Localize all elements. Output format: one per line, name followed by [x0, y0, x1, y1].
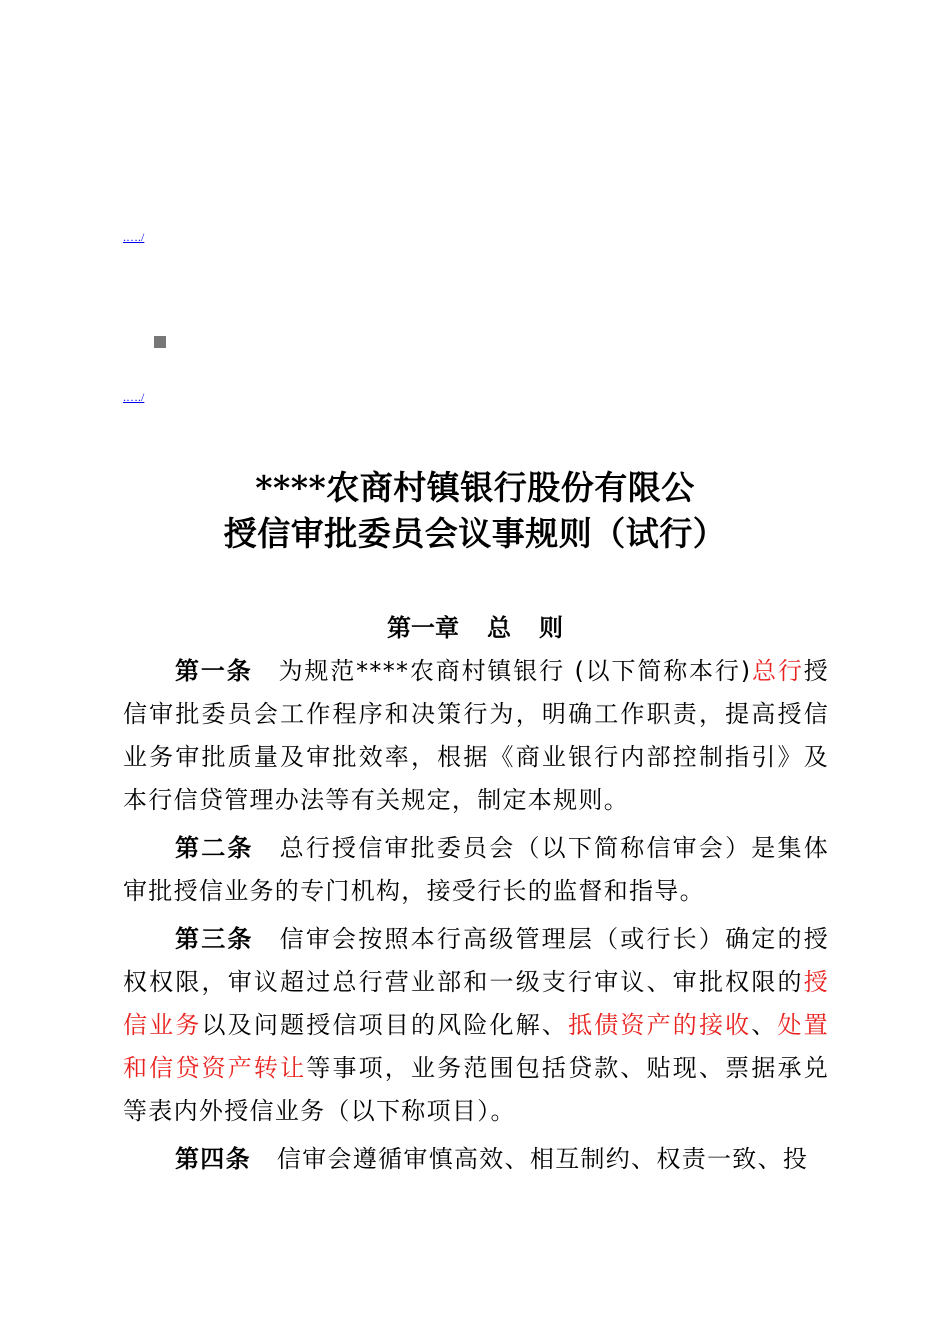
articles-body	[123, 650, 829, 1186]
highlighted-text: 总行	[751, 657, 804, 685]
article-label: 第四条	[175, 1145, 251, 1173]
article-label: 第三条	[175, 925, 254, 953]
chapter-name-a: 总	[487, 614, 511, 642]
chapter-heading	[0, 608, 950, 643]
article-label: 第一条	[175, 657, 253, 685]
chapter-name-b: 则	[539, 614, 563, 642]
top-link[interactable]: .…./	[123, 230, 145, 244]
article-text: 以及问题授信项目的风险化解、	[201, 1011, 569, 1039]
article-text: 等事项，业务范围包括贷款、贴现、票据承兑等表内外授信业务（以下称项目）。	[123, 1054, 829, 1125]
article-text: 信审会遵循审慎高效、相互制约、权责一致、投	[276, 1145, 809, 1173]
highlighted-text: 抵债资产的接收	[568, 1011, 752, 1039]
article-text: 总行授信审批委员会（以下简称信审会）是集体审批授信业务的专门机构，接受行长的监督和指导。	[123, 834, 829, 905]
chapter-number: 第一章	[387, 614, 459, 642]
article-paragraph	[123, 1138, 829, 1181]
bottom-link[interactable]: .…./	[123, 390, 145, 404]
doc-title-line1: ****农商村镇银行股份有限公	[255, 468, 695, 507]
highlighted-text: 处置和信贷资产转让	[123, 1011, 829, 1082]
article-paragraph	[123, 650, 829, 822]
article-label: 第二条	[175, 834, 254, 862]
square-bullet-icon	[154, 336, 166, 348]
article-text: 信审会按照本行高级管理层（或行长）确定的授权权限，审议超过总行营业部和一级支行审议、审批权限的	[123, 925, 829, 996]
article-text: 、	[751, 1011, 778, 1039]
article-paragraph	[123, 918, 829, 1133]
article-paragraph	[123, 827, 829, 913]
highlighted-text: 授信业务	[123, 968, 829, 1039]
article-text: 为规范****农商村镇银行 (以下简称本行)	[278, 657, 752, 685]
article-text: 授信审批委员会工作程序和决策行为，明确工作职责，提高授信业务审批质量及审批效率，根据《商业银行内部控制指引》及本行信贷管理办法等有关规定，制定本规则。	[123, 657, 829, 814]
doc-title-line2: 授信审批委员会议事规则（试行）	[223, 514, 727, 553]
